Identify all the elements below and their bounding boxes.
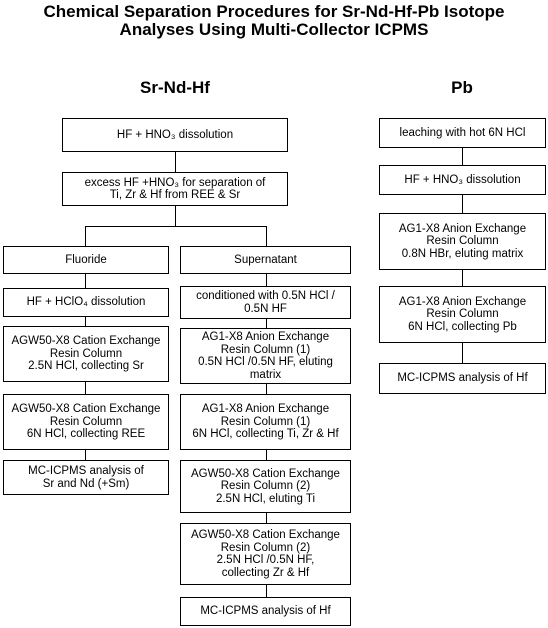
supernatant-step-4: AGW50-X8 Cation Exchange Resin Column (2) 2.5N HCl, eluting Ti [180, 460, 351, 513]
connector [85, 382, 86, 394]
connector [266, 274, 267, 286]
connector [266, 319, 267, 328]
connector [85, 317, 86, 326]
connector [462, 343, 463, 363]
supernatant-step-6: MC-ICPMS analysis of Hf [180, 597, 351, 626]
supernatant-step-2: AG1-X8 Anion Exchange Resin Column (1) 0.5N HCl /0.5N HF, eluting matrix [180, 328, 351, 384]
supernatant-step-5: AGW50-X8 Cation Exchange Resin Column (2) 2.5N HCl /0.5N HF, collecting Zr & Hf [180, 523, 351, 585]
connector [462, 270, 463, 286]
connector [175, 152, 176, 172]
branch-head-fluoride: Fluoride [3, 246, 169, 274]
connector [462, 195, 463, 213]
connector [175, 206, 176, 226]
pb-step-2: HF + HNO₃ dissolution [379, 165, 546, 195]
pb-step-5: MC-ICPMS analysis of Hf [379, 363, 546, 394]
split-connector [85, 226, 267, 227]
connector [266, 384, 267, 394]
connector [462, 148, 463, 165]
supernatant-step-1: conditioned with 0.5N HCl / 0.5N HF [180, 286, 351, 319]
supernatant-step-3: AG1-X8 Anion Exchange Resin Column (1) 6N HCl, collecting Ti, Zr & Hf [180, 394, 351, 450]
connector [85, 274, 86, 288]
step-excess-hf-separation: excess HF +HNO₃ for separation of Ti, Zr & Hf from REE & Sr [62, 172, 288, 206]
fluoride-step-1: HF + HClO₄ dissolution [3, 288, 169, 317]
step-hf-hno3-dissolution: HF + HNO₃ dissolution [62, 118, 288, 152]
pb-step-1: leaching with hot 6N HCl [379, 118, 546, 148]
branch-head-supernatant: Supernatant [180, 246, 351, 274]
section-heading-pb: Pb [451, 78, 473, 97]
page-title-line-1: Chemical Separation Procedures for Sr-Nd-Hf-Pb Isotope [43, 2, 505, 21]
connector [266, 585, 267, 597]
page-title-line-2: Analyses Using Multi-Collector ICPMS [119, 20, 429, 39]
connector [266, 226, 267, 246]
section-heading-sr-nd-hf: Sr-Nd-Hf [140, 78, 210, 97]
fluoride-step-2: AGW50-X8 Cation Exchange Resin Column 2.5N HCl, collecting Sr [3, 326, 169, 382]
pb-step-3: AG1-X8 Anion Exchange Resin Column 0.8N HBr, eluting matrix [379, 213, 546, 270]
connector [266, 450, 267, 460]
connector [85, 450, 86, 460]
connector [266, 513, 267, 523]
connector [85, 226, 86, 246]
pb-step-4: AG1-X8 Anion Exchange Resin Column 6N HCl, collecting Pb [379, 286, 546, 343]
fluoride-step-4: MC-ICPMS analysis of Sr and Nd (+Sm) [3, 460, 169, 495]
fluoride-step-3: AGW50-X8 Cation Exchange Resin Column 6N HCl, collecting REE [3, 394, 169, 450]
